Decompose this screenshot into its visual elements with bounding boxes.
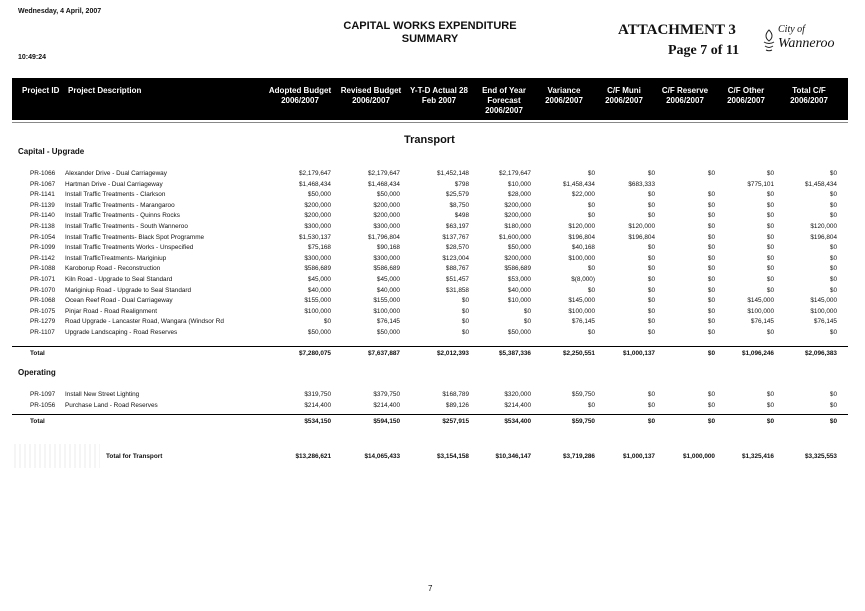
cf-other-cell: $0 [766,254,774,262]
cf-muni-cell: $0 [647,391,655,398]
revised-budget-cell: $40,000 [376,286,400,294]
revised-budget-cell: $100,000 [373,307,400,315]
total-cf-cell: $76,145 [813,318,837,326]
variance-cell: $0 [587,212,595,220]
cf-reserve-cell: $0 [707,329,715,336]
cf-other-cell: $0 [766,286,774,294]
variance-cell: $1,458,434 [563,180,595,188]
table-row [0,211,865,220]
table-row [0,254,865,263]
adopted-budget-cell: $40,000 [307,286,331,294]
cf-other-total-cell: $1,096,246 [742,350,774,357]
ytd-actual-cell: $28,570 [445,244,469,252]
attachment-label: ATTACHMENT 3 [618,22,736,38]
eoy-forecast-cell: $200,000 [504,201,531,209]
eoy-forecast-cell: $180,000 [504,223,531,230]
total-cf-cell: $0 [829,201,837,209]
cf-muni-total-cell: $0 [647,418,655,425]
ytd-actual-cell: $25,579 [445,191,469,199]
cf-muni-cell: $0 [647,212,655,220]
logo-text-city: City of [778,24,805,35]
cf-other-cell: $0 [766,170,774,177]
cf-other-cell: $0 [766,265,774,273]
total-cf-cell: $0 [829,212,837,220]
project-description-cell: Alexander Drive - Dual Carriageway [65,170,167,177]
ytd-actual-cell: $0 [461,297,469,305]
adopted-budget-total-cell: $534,150 [304,418,331,425]
project-id-cell: PR-1141 [30,191,55,199]
ytd-actual-cell: $1,452,148 [437,170,469,177]
adopted-budget-cell: $1,468,434 [299,180,331,188]
table-row [0,190,865,199]
total-row [0,452,865,461]
project-description-cell: Road Upgrade - Lancaster Road, Wangara (Windsor Rd [65,318,224,326]
adopted-budget-cell: $586,689 [304,265,331,273]
revised-budget-cell: $50,000 [376,191,400,199]
ytd-actual-cell: $0 [461,307,469,315]
total-cf-cell: $196,804 [810,233,837,241]
title-line-2: SUMMARY [401,33,459,45]
adopted-budget-cell: $300,000 [304,254,331,262]
cf-other-cell: $0 [766,391,774,398]
col-cf-reserve: C/F Reserve 2006/2007 [661,86,709,105]
cf-reserve-cell: $0 [707,307,715,315]
cf-other-cell: $0 [766,233,774,241]
table-row [0,201,865,210]
variance-cell: $100,000 [568,307,595,315]
cf-other-cell: $76,145 [750,318,774,326]
cf-muni-total-cell: $1,000,137 [623,350,655,357]
variance-cell: $0 [587,329,595,336]
revised-budget-total-cell: $14,065,433 [364,453,400,460]
project-description-cell: Install Traffic Treatments - Quinns Rocks [65,212,180,220]
cf-muni-cell: $0 [647,329,655,336]
project-description-cell: Install Traffic Treatments - Marangaroo [65,201,175,209]
table-row [0,243,865,252]
table-row [0,222,865,231]
ytd-actual-cell: $137,767 [442,233,469,241]
col-project-id: Project ID [22,86,60,95]
variance-cell: $59,750 [571,391,595,398]
cf-muni-cell: $0 [647,297,655,305]
variance-cell: $0 [587,201,595,209]
cf-reserve-cell: $0 [707,223,715,230]
eoy-forecast-cell: $0 [523,307,531,315]
ytd-actual-cell: $8,750 [449,201,469,209]
project-id-cell: PR-1075 [30,307,56,315]
total-cf-cell: $0 [829,286,837,294]
variance-cell: $0 [587,265,595,273]
revised-budget-cell: $379,750 [373,391,400,398]
revised-budget-cell: $586,689 [373,265,400,273]
project-id-cell: PR-1279 [30,318,56,326]
revised-budget-cell: $2,179,647 [368,170,400,177]
cf-reserve-cell: $0 [707,233,715,241]
cf-muni-cell: $0 [647,318,655,326]
variance-cell: $0 [587,170,595,177]
eoy-forecast-cell: $200,000 [504,254,531,262]
cf-other-cell: $775,101 [747,180,774,188]
table-row [0,169,865,178]
adopted-budget-cell: $50,000 [307,191,331,199]
capital-total-rule [12,346,848,347]
revised-budget-total-cell: $594,150 [373,418,400,425]
project-description-cell: Kiln Road - Upgrade to Seal Standard [65,276,173,283]
project-id-cell: PR-1056 [30,401,56,409]
total-label: Total [30,418,45,425]
ytd-actual-cell: $63,197 [445,223,469,230]
col-variance: Variance 2006/2007 [545,86,583,105]
total-cf-cell: $0 [829,191,837,199]
project-id-cell: PR-1097 [30,391,56,398]
cf-muni-cell: $0 [647,307,655,315]
project-description-cell: Upgrade Landscaping - Road Reserves [65,329,178,336]
col-ytd-actual: Y-T-D Actual 28 Feb 2007 [410,86,468,105]
total-row [0,349,865,358]
cf-muni-total-cell: $1,000,137 [623,453,655,460]
project-description-cell: Hartman Drive - Dual Carriageway [65,180,163,188]
table-row [0,180,865,189]
adopted-budget-cell: $1,530,137 [299,233,331,241]
project-id-cell: PR-1070 [30,286,56,294]
adopted-budget-total-cell: $13,286,621 [295,453,331,460]
variance-cell: $(8,000) [571,276,595,283]
project-id-cell: PR-1107 [30,329,55,336]
revised-budget-cell: $300,000 [373,223,400,230]
cf-reserve-total-cell: $0 [707,418,715,425]
cf-other-total-cell: $1,325,416 [742,453,774,460]
total-cf-cell: $0 [829,244,837,252]
adopted-budget-cell: $2,179,647 [299,170,331,177]
total-cf-cell: $0 [829,265,837,273]
project-id-cell: PR-1139 [30,201,55,209]
adopted-budget-cell: $319,750 [304,391,331,398]
table-row [0,401,865,410]
total-cf-total-cell: $2,096,383 [805,350,837,357]
report-date: Wednesday, 4 April, 2007 [18,8,102,15]
cf-reserve-cell: $0 [707,191,715,199]
cf-other-cell: $0 [766,212,774,220]
col-cf-other: C/F Other 2006/2007 [727,86,765,105]
eoy-forecast-total-cell: $5,387,336 [499,350,531,357]
col-cf-muni: C/F Muni 2006/2007 [605,86,643,105]
table-row [0,328,865,337]
cf-other-cell: $0 [766,244,774,252]
total-cf-cell: $0 [829,329,837,336]
revised-budget-total-cell: $7,637,887 [368,350,400,357]
section-title: Transport [404,134,455,146]
variance-cell: $0 [587,401,595,409]
eoy-forecast-cell: $50,000 [507,329,531,336]
table-row [0,275,865,284]
cf-reserve-cell: $0 [707,254,715,262]
city-logo [762,26,842,60]
cf-reserve-cell: $0 [707,276,715,283]
cf-reserve-cell: $0 [707,265,715,273]
project-description-cell: Install Traffic Treatments Works - Unspecified [65,244,194,252]
adopted-budget-cell: $45,000 [307,276,331,283]
revised-budget-cell: $50,000 [376,329,400,336]
cf-reserve-total-cell: $0 [707,350,715,357]
eoy-forecast-cell: $200,000 [504,212,531,220]
cf-reserve-cell: $0 [707,170,715,177]
project-id-cell: PR-1138 [30,223,55,230]
page-of-label: Page 7 of 11 [668,43,740,58]
total-cf-cell: $0 [829,254,837,262]
ytd-actual-cell: $168,789 [442,391,469,398]
project-id-cell: PR-1067 [30,180,56,188]
cf-muni-cell: $196,804 [628,233,655,241]
project-description-cell: Install TrafficTreatments- Mariginiup [65,254,167,262]
eoy-forecast-cell: $586,689 [504,265,531,273]
cf-reserve-cell: $0 [707,244,715,252]
variance-cell: $120,000 [568,223,595,230]
eoy-forecast-cell: $28,000 [507,191,531,199]
total-cf-cell: $0 [829,170,837,177]
ytd-actual-total-cell: $3,154,158 [437,453,469,460]
operating-total-rule [12,414,848,415]
col-total-cf: Total C/F 2006/2007 [790,86,828,105]
total-label: Total [30,350,45,357]
variance-cell: $196,804 [568,233,595,241]
eoy-forecast-total-cell: $10,346,147 [495,453,531,460]
table-row [0,317,865,326]
variance-cell: $76,145 [571,318,595,326]
column-header-bar [12,78,848,120]
header-rule [12,122,848,123]
revised-budget-cell: $1,468,434 [368,180,400,188]
project-id-cell: PR-1142 [30,254,55,262]
cf-reserve-cell: $0 [707,212,715,220]
project-description-cell: Pinjar Road - Road Realignment [65,307,158,315]
total-cf-cell: $100,000 [810,307,837,315]
total-cf-cell: $145,000 [810,297,837,305]
cf-muni-cell: $0 [647,276,655,283]
col-adopted-budget: Adopted Budget 2006/2007 [268,86,332,105]
ytd-actual-cell: $89,126 [445,401,469,409]
eoy-forecast-cell: $0 [523,318,531,326]
cf-reserve-cell: $0 [707,201,715,209]
total-row [0,417,865,426]
revised-budget-cell: $300,000 [373,254,400,262]
total-cf-cell: $0 [829,401,837,409]
adopted-budget-cell: $214,400 [304,401,331,409]
variance-cell: $22,000 [571,191,595,199]
revised-budget-cell: $45,000 [376,276,400,283]
cf-reserve-cell: $0 [707,297,715,305]
project-id-cell: PR-1066 [30,170,56,177]
report-title [330,20,530,46]
variance-total-cell: $2,250,551 [563,350,595,357]
eoy-forecast-cell: $10,000 [507,180,531,188]
project-description-cell: Ocean Reef Road - Dual Carriageway [65,297,173,305]
ytd-actual-cell: $0 [461,329,469,336]
table-row [0,286,865,295]
logo-mark-icon [762,28,776,54]
cf-muni-cell: $0 [647,265,655,273]
adopted-budget-cell: $0 [323,318,331,326]
revised-budget-cell: $200,000 [373,212,400,220]
project-id-cell: PR-1099 [30,244,56,252]
revised-budget-cell: $76,145 [376,318,400,326]
eoy-forecast-cell: $320,000 [504,391,531,398]
cf-reserve-cell: $0 [707,286,715,294]
ytd-actual-total-cell: $2,012,393 [437,350,469,357]
cf-muni-cell: $120,000 [628,223,655,230]
ytd-actual-cell: $498 [454,212,469,220]
ytd-actual-cell: $51,457 [445,276,469,283]
revised-budget-cell: $90,168 [376,244,400,252]
cf-other-total-cell: $0 [766,418,774,425]
variance-cell: $0 [587,286,595,294]
cf-reserve-cell: $0 [707,401,715,409]
cf-other-cell: $0 [766,191,774,199]
project-id-cell: PR-1071 [30,276,56,283]
ytd-actual-cell: $0 [461,318,469,326]
ytd-actual-cell: $798 [454,180,469,188]
cf-other-cell: $0 [766,276,774,283]
col-revised-budget: Revised Budget 2006/2007 [340,86,402,105]
cf-other-cell: $0 [766,201,774,209]
total-label: Total for Transport [106,453,163,460]
cf-other-cell: $0 [766,329,774,336]
adopted-budget-cell: $200,000 [304,201,331,209]
table-row [0,296,865,305]
revised-budget-cell: $214,400 [373,401,400,409]
eoy-forecast-cell: $50,000 [507,244,531,252]
cf-other-cell: $0 [766,223,774,230]
cf-reserve-cell: $0 [707,391,715,398]
table-row [0,233,865,242]
variance-total-cell: $59,750 [571,418,595,425]
cf-other-cell: $145,000 [747,297,774,305]
revised-budget-cell: $1,796,804 [368,233,400,241]
adopted-budget-cell: $75,168 [307,244,331,252]
logo-text-name: Wanneroo [778,36,835,51]
adopted-budget-total-cell: $7,280,075 [299,350,331,357]
adopted-budget-cell: $100,000 [304,307,331,315]
total-cf-cell: $0 [829,391,837,398]
cf-reserve-total-cell: $1,000,000 [683,453,715,460]
variance-cell: $145,000 [568,297,595,305]
cf-other-cell: $100,000 [747,307,774,315]
total-cf-total-cell: $3,325,553 [805,453,837,460]
total-cf-cell: $120,000 [810,223,837,230]
revised-budget-cell: $155,000 [373,297,400,305]
cf-muni-cell: $683,333 [628,180,655,188]
project-id-cell: PR-1068 [30,297,56,305]
project-id-cell: PR-1054 [30,233,56,241]
category-operating: Operating [18,368,56,377]
total-cf-cell: $1,458,434 [805,180,837,188]
cf-muni-cell: $0 [647,286,655,294]
adopted-budget-cell: $200,000 [304,212,331,220]
cf-muni-cell: $0 [647,191,655,199]
cf-muni-cell: $0 [647,401,655,409]
cf-muni-cell: $0 [647,201,655,209]
eoy-forecast-cell: $214,400 [504,401,531,409]
variance-cell: $40,168 [571,244,595,252]
project-id-cell: PR-1140 [30,212,55,220]
table-row [0,264,865,273]
report-time: 10:49:24 [18,54,47,61]
eoy-forecast-cell: $40,000 [507,286,531,294]
cf-other-cell: $0 [766,401,774,409]
project-description-cell: Karoborup Road - Reconstruction [65,265,161,273]
eoy-forecast-total-cell: $534,400 [504,418,531,425]
adopted-budget-cell: $300,000 [304,223,331,230]
cf-muni-cell: $0 [647,244,655,252]
ytd-actual-cell: $31,858 [445,286,469,294]
adopted-budget-cell: $50,000 [307,329,331,336]
cf-reserve-cell: $0 [707,318,715,326]
table-row [0,307,865,316]
eoy-forecast-cell: $10,000 [507,297,531,305]
col-eoy-forecast: End of Year Forecast 2006/2007 [482,86,526,115]
project-description-cell: Install Traffic Treatments- Black Spot Programme [65,233,205,241]
page-number: 7 [428,584,433,593]
total-cf-total-cell: $0 [829,418,837,425]
col-project-description: Project Description [68,86,142,95]
category-capital-upgrade: Capital - Upgrade [18,147,85,156]
cf-muni-cell: $0 [647,170,655,177]
project-description-cell: Install Traffic Treatments - South Wanneroo [65,223,188,230]
ytd-actual-total-cell: $257,915 [442,418,469,425]
revised-budget-cell: $200,000 [373,201,400,209]
project-id-cell: PR-1088 [30,265,56,273]
ytd-actual-cell: $123,004 [442,254,469,262]
table-row [0,390,865,399]
cf-muni-cell: $0 [647,254,655,262]
project-description-cell: Install Traffic Treatments - Clarkson [65,191,166,199]
eoy-forecast-cell: $53,000 [507,276,531,283]
eoy-forecast-cell: $2,179,647 [499,170,531,177]
adopted-budget-cell: $155,000 [304,297,331,305]
title-line-1: CAPITAL WORKS EXPENDITURE [343,20,517,32]
ytd-actual-cell: $88,767 [445,265,469,273]
total-cf-cell: $0 [829,276,837,283]
variance-total-cell: $3,719,286 [563,453,595,460]
variance-cell: $100,000 [568,254,595,262]
project-description-cell: Purchase Land - Road Reserves [65,401,158,409]
project-description-cell: Install New Street Lighting [65,391,140,398]
project-description-cell: Mariginiup Road - Upgrade to Seal Standard [65,286,192,294]
eoy-forecast-cell: $1,600,000 [499,233,531,241]
